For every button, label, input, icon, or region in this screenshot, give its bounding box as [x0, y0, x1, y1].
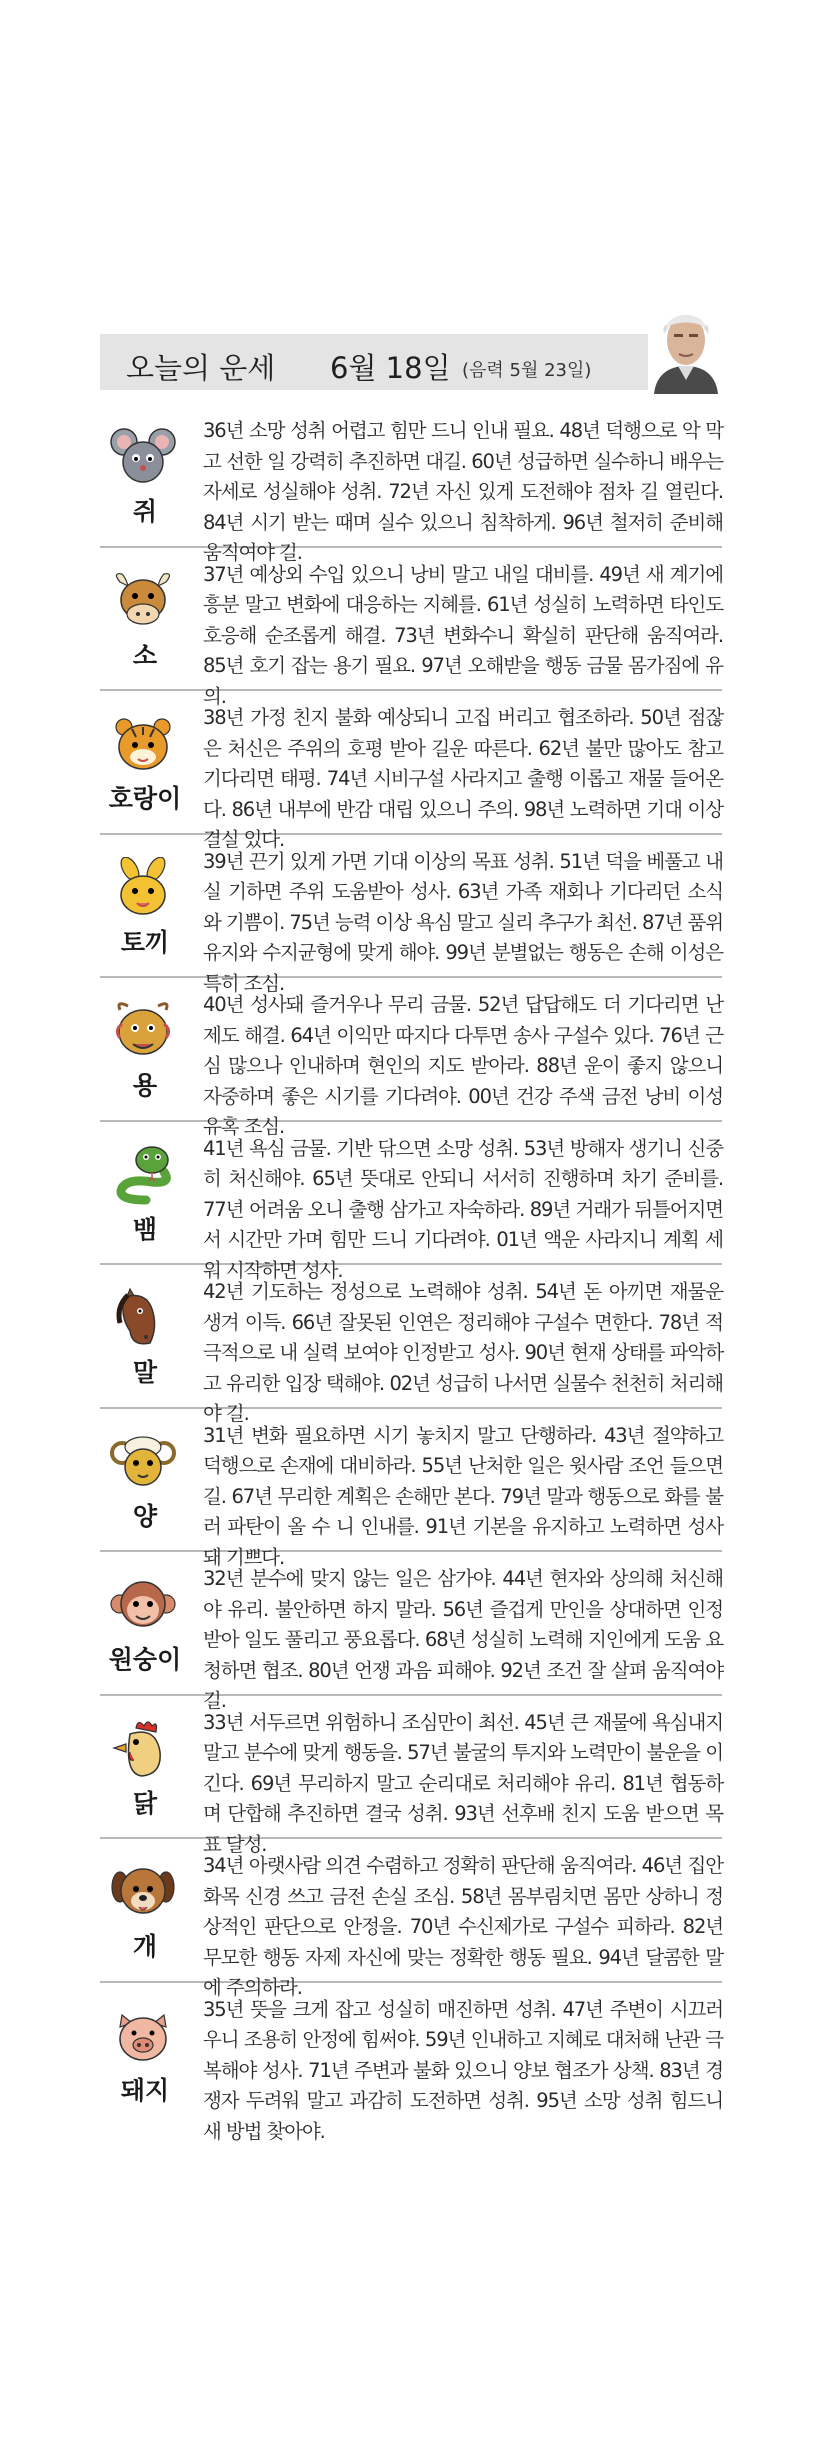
animal-name: 양 [132, 1501, 158, 1531]
list-item [100, 1839, 723, 1999]
horoscope-panel [100, 300, 723, 2143]
date-label: 6월 18일 [330, 351, 451, 385]
list-item [100, 835, 723, 995]
fortune-text: 34년 아랫사람 의견 수렴하고 정확히 판단해 움직여라. 46년 집안 화목 신경 쓰고 금전 손실 조심. 58년 몸부림치면 몸만 상하니 정상적인 판단으로 안정을. 70년 수신제가로 구설수 피하라. 82년 무모한 행동 자제 자신에 맞는 정확한 행동 필요. 94년 달콤한 말에 주의하라. [203, 1854, 723, 1999]
animal-name: 토끼 [120, 927, 170, 957]
animal-name: 개 [132, 1932, 158, 1961]
dog-icon [106, 1861, 180, 1923]
fortune-text: 35년 뜻을 크게 잡고 성실히 매진하면 성취. 47년 주변이 시끄러우니 조용히 안정에 힘써야. 59년 인내하고 지혜로 대처해 난관 극복해야 성사. 71년 주변과 불화 있으니 양보 협조가 상책. 83년 경쟁자 두려워 말고 과감히 도전하면 성취. 95년 소망 성취 힘드니 새 방법 찾아야. [203, 1997, 723, 2143]
list-item [100, 1409, 723, 1569]
list-item [100, 1122, 723, 1282]
fortune-text: 31년 변화 필요하면 시기 놓치지 말고 단행하라. 43년 절약하고 덕행으로 손재에 대비하라. 55년 난처한 일은 윗사람 조언 들으면 길. 67년 무리한 계획은 손해만 본다. 79년 말과 행동으로 화를 불러 파탄이 올 수 니 인내를. 91년 기본을 유지하고 노력하면 성사돼 기쁘다. [203, 1423, 723, 1569]
rabbit-icon [106, 857, 180, 919]
lunar-date-label: (음력 5월 23일) [462, 360, 592, 381]
animal-name: 쥐 [132, 497, 158, 526]
rat-icon [106, 426, 180, 488]
list-item [100, 1552, 723, 1712]
header [100, 300, 722, 396]
fortune-text: 32년 분수에 맞지 않는 일은 삼가야. 44년 현자와 상의해 처신해야 유리. 불안하면 하지 말라. 56년 즐겁게 만인을 상대하면 인정받아 일도 풀리고 풍요롭다. 68년 성실히 노력해 지인에게 도움 요청하면 협조. 80년 언쟁 과음 피해야. 92년 조건 잘 살펴 움직여야 길. [203, 1567, 723, 1712]
ox-icon [106, 570, 180, 632]
fortune-text: 42년 기도하는 정성으로 노력해야 성취. 54년 돈 아끼면 재물운 생겨 이득. 66년 잘못된 인연은 정리해야 구설수 면한다. 78년 적극적으로 내 실력 보여야 인정받고 성사. 90년 현재 상태를 파악하고 유리한 입장 택해야. 02년 성급히 나서면 실물수 천천히 처리해야 길. [203, 1280, 723, 1425]
fortune-text: 36년 소망 성취 어렵고 힘만 드니 인내 필요. 48년 덕행으로 악 막고 선한 일 강력히 추진하면 대길. 60년 성급하면 실수하니 배우는 자세로 성실해야 성취. 72년 자신 있게 도전해야 점차 길 열린다. 84년 시기 받는 때며 실수 있으니 침착하게. 96년 철저히 준비해 움직여야 길. [203, 419, 723, 564]
page-title: 오늘의 운세 [126, 351, 276, 385]
fortune-text: 37년 예상외 수입 있으니 낭비 말고 내일 대비를. 49년 새 계기에 흥분 말고 변화에 대응하는 지혜를. 61년 성실히 노력하면 타인도 호응해 순조롭게 해결. 73년 변화수니 확실히 판단해 움직여라. 85년 호기 잡는 용기 필요. 97년 오해받을 행동 금물 몸가짐에 유의. [203, 562, 723, 708]
zodiac-list [100, 404, 723, 2143]
sheep-icon [106, 1431, 180, 1493]
animal-name: 닭 [132, 1788, 158, 1818]
fortune-text: 39년 끈기 있게 가면 기대 이상의 목표 성취. 51년 덕을 베풀고 내실 기하면 주위 도움받아 성사. 63년 가족 재회나 기다리던 소식 와 기쁨이. 75년 능력 이상 욕심 말고 실리 추구가 최선. 87년 품위유지와 수지균형에 맞게 해야. 99년 분별없는 행동은 손해 이성은 특히 조심. [203, 849, 723, 995]
fortune-text: 38년 가정 친지 불화 예상되니 고집 버리고 협조하라. 50년 점잖은 처신은 주위의 호평 받아 길운 따른다. 62년 불만 많아도 참고 기다리면 태평. 74년 시비구설 사라지고 출행 이롭고 재물 들어온다. 86년 내부에 반감 대립 있으니 주의. 98년 노력하면 기대 이상 결실 있다. [203, 706, 723, 851]
fortune-text: 41년 욕심 금물. 기반 닦으면 소망 성취. 53년 방해자 생기니 신중히 처신해야. 65년 뜻대로 안되니 서서히 진행하며 차기 준비를. 77년 어려움 오니 출행 삼가고 자숙하라. 89년 거래가 뒤틀어지면서 시간만 가며 힘만 드니 기다려야. 01년 액운 사라지니 계획 세워 시작하면 성사. [203, 1136, 723, 1282]
monkey-icon [106, 1574, 180, 1636]
horse-icon [106, 1287, 180, 1349]
list-item [100, 1265, 723, 1425]
list-item [100, 691, 723, 851]
list-item [100, 978, 723, 1138]
pig-icon [106, 2005, 180, 2067]
rooster-icon [106, 1718, 180, 1780]
animal-name: 원숭이 [108, 1645, 182, 1674]
animal-name: 호랑이 [108, 784, 182, 813]
author-portrait [648, 300, 724, 394]
dragon-icon [106, 1000, 180, 1062]
list-item [100, 1983, 723, 2143]
snake-icon [106, 1144, 180, 1206]
fortune-text: 33년 서두르면 위험하니 조심만이 최선. 45년 큰 재물에 욕심내지 말고 분수에 맞게 행동을. 57년 불굴의 투지와 노력만이 불운을 이긴다. 69년 무리하지 말고 순리대로 처리해야 유리. 81년 협동하며 단합해 추진하면 결국 성취. 93년 선후배 친지 도움 받으면 목표 달성. [203, 1710, 723, 1856]
animal-name: 소 [132, 640, 158, 670]
animal-name: 뱀 [132, 1214, 158, 1244]
list-item [100, 1696, 723, 1856]
list-item [100, 548, 723, 708]
fortune-text: 40년 성사돼 즐거우나 무리 금물. 52년 답답해도 더 기다리면 난제도 해결. 64년 이익만 따지다 다투면 송사 구설수 있다. 76년 근심 많으나 인내하며 현인의 지도 받아라. 88년 운이 좋지 않으니 자중하며 좋은 시기를 기다려야. 00년 건강 주색 금전 낭비 이성 유혹 조심. [203, 993, 723, 1138]
list-item [100, 404, 723, 564]
animal-name: 돼지 [120, 2075, 170, 2105]
tiger-icon [106, 713, 180, 775]
animal-name: 말 [132, 1358, 158, 1387]
animal-name: 용 [132, 1071, 158, 1100]
